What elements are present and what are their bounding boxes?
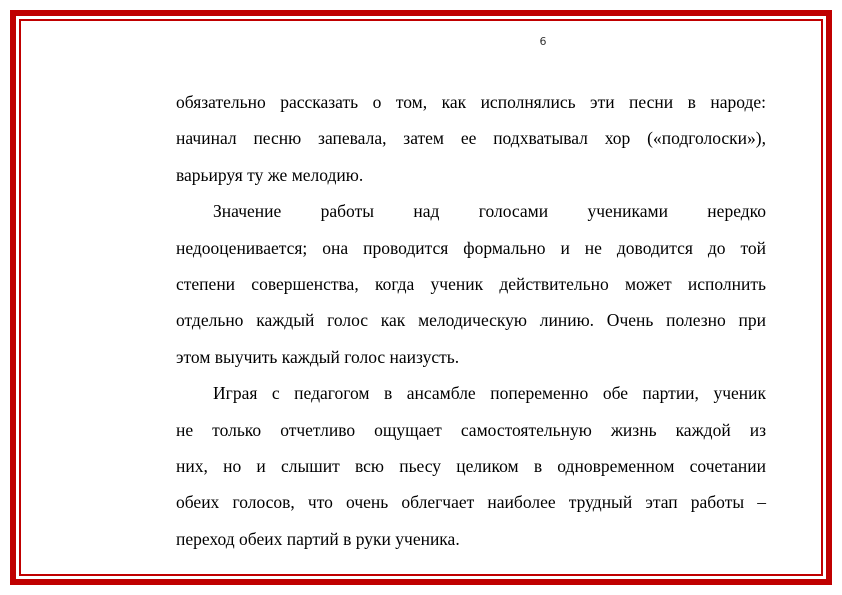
text-line: отдельно каждый голос как мелодическую линию. Очень полезно при — [176, 310, 766, 331]
text-line: начинал песню запевала, затем ее подхватывал хор («подголоски»), — [176, 128, 766, 149]
text-line: них, но и слышит всю пьесу целиком в одновременном сочетании — [176, 455, 766, 476]
text-line: Играя с педагогом в ансамбле попеременно обе партии, ученик — [213, 383, 766, 404]
text-line: недооценивается; она проводится формально и не доводится до той — [176, 237, 766, 258]
text-line: этом выучить каждый голос наизусть. — [176, 346, 460, 367]
text-line: степени совершенства, когда ученик действительно может исполнить — [176, 273, 766, 294]
text-line: Значение работы над голосами учениками нередко — [213, 201, 766, 222]
body-text — [176, 84, 766, 557]
text-line: варьируя ту же мелодию. — [176, 164, 364, 185]
page-number: 6 — [539, 35, 547, 48]
text-line: обязательно рассказать о том, как исполнялись эти песни в народе: — [176, 92, 766, 112]
text-line: переход обеих партий в руки ученика. — [176, 528, 460, 549]
text-line: не только отчетливо ощущает самостоятельную жизнь каждой из — [176, 419, 766, 440]
text-line: обеих голосов, что очень облегчает наиболее трудный этап работы – — [176, 492, 766, 513]
